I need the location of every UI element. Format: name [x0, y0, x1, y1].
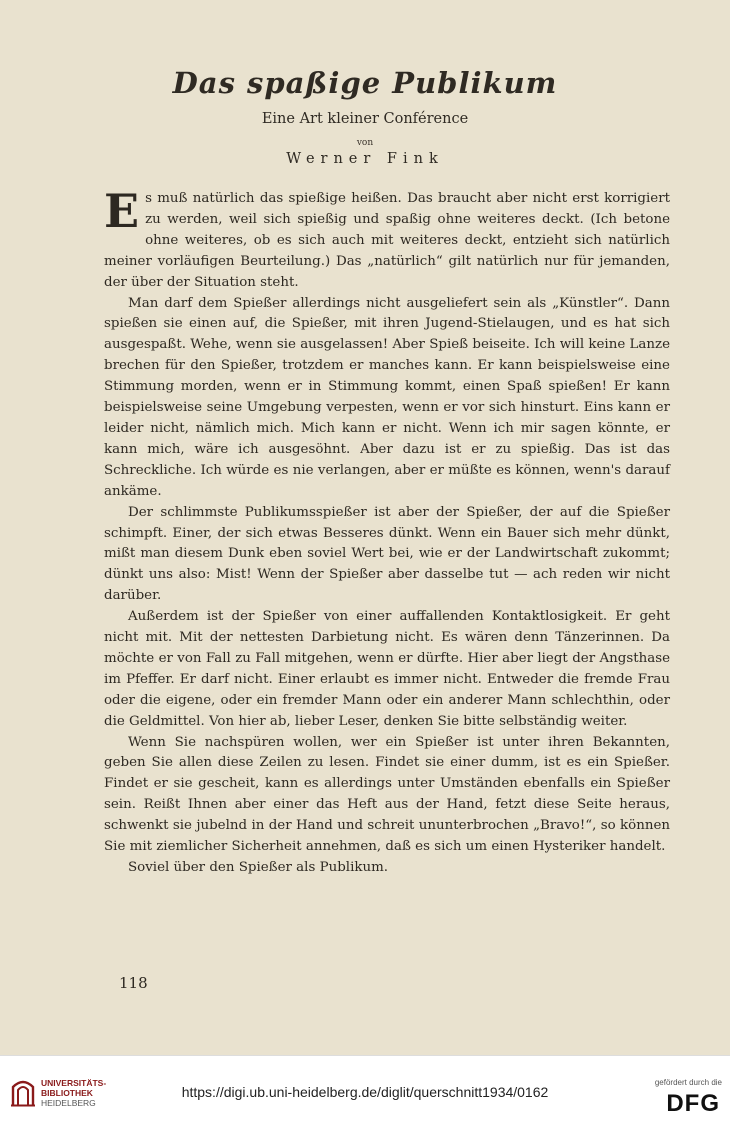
- paragraph-4: Außerdem ist der Spießer von einer auffallenden Kontaktlosigkeit. Er geht nicht mit. Mit der nettesten Darbietung nicht. Es wären denn Tänzerinnen. Da möchte er von Fall zu Fall mitgehen, wenn er dürfte. Hier aber liegt der Angsthase im Pfeffer. Er darf nicht. Einer erlaubt es immer nicht. Entweder die fremde Frau oder die eigene, oder ein fremder Mann oder ein anderer Mann schlechthin, oder die Geldmittel. Von hier ab, lieber Leser, denken Sie bitte selbständig weiter.: [104, 609, 670, 729]
- library-line-1: UNIVERSITÄTS-: [41, 1078, 107, 1088]
- article-subtitle: Eine Art kleiner Conférence: [261, 111, 469, 127]
- dfg-logo[interactable]: DFG: [666, 1090, 720, 1117]
- article-title: Das spaßige Publikum: [172, 66, 558, 100]
- drop-cap: E: [104, 184, 140, 238]
- byline-von: von: [356, 138, 374, 148]
- paragraph-1-text: s muß natürlich das spießige heißen. Das braucht aber nicht erst korrigiert zu werden, weil sich spießig und spaßig ohne weiteres deckt. (Ich betone ohne weiteres, ob es sich auch mit weiteres deckt, entzieht sich natürlich meiner vorläufigen Beurteilung.) Das „natürlich“ gilt natürlich nur für jemanden, der über der Situation steht.: [104, 191, 670, 290]
- library-line-2: BIBLIOTHEK: [41, 1088, 93, 1098]
- paragraph-3: Der schlimmste Publikumsspießer ist aber der Spießer, der auf die Spießer schimpft. Einer, der sich etwas Besseres dünkt. Wenn ein Bauer sich mehr dünkt, mißt man diesem Dunk eben soviel Wert bei, wie er der Landwirtschaft zukommt; dünkt uns also: Mist! Wenn der Spießer aber dasselbe tut — ach reden wir nicht darüber.: [104, 504, 670, 604]
- page-number: 118: [119, 974, 148, 992]
- paragraph-1: [104, 184, 670, 294]
- author-name: Werner Fink: [286, 151, 444, 167]
- paragraph-2: Man darf dem Spießer allerdings nicht ausgeliefert sein als „Künstler“. Dann spießen sie einen auf, die Spießer, mit ihren Jugend-Stielaugen, und es hat sich ausgespaßt. Wehe, wenn sie ausgelassen! Aber Spieß beiseite. Ich will keine Lanze brechen für den Spießer, trotzdem er manches kann. Er kann beispielsweise eine Stimmung morden, wenn er in Stimmung kommt, einen Spaß spießen! Er kann beispielsweise seine Umgebung verpesten, wenn er vor sich hinsturt. Eins kann er leider nicht, nämlich mich. Mich kann er nicht. Wenn ich mir sagen könnte, er kann mich, wäre ich ausgesöhnt. Aber dazu ist er zu spießig. Das ist das Schreckliche. Ich würde es nie verlangen, aber er müßte es können, wenn's darauf ankäme.: [104, 295, 670, 499]
- library-line-3: HEIDELBERG: [41, 1098, 96, 1108]
- funded-by-label: gefördert durch die: [654, 1078, 722, 1087]
- permalink-url[interactable]: https://digi.ub.uni-heidelberg.de/diglit/querschnitt1934/0162: [181, 1084, 549, 1100]
- paragraph-6: Soviel über den Spießer als Publikum.: [128, 860, 389, 875]
- viewer-footer: [0, 1055, 730, 1126]
- article-body: [104, 184, 670, 879]
- paragraph-5: Wenn Sie nachspüren wollen, wer ein Spießer ist unter ihren Bekannten, geben Sie allen diese Zeilen zu lesen. Findet sie einer dumm, ist es ein Spießer. Findet er sie gescheit, kann es allerdings unter Umständen ebenfalls ein Spießer sein. Reißt Ihnen aber einer das Heft aus der Hand, fetzt diese Seite heraus, schwenkt sie jubelnd in der Hand und schreit ununterbrochen „Bravo!“, so können Sie mit ziemlicher Sicherheit annehmen, daß es sich um einen Hysteriker handelt.: [104, 734, 670, 855]
